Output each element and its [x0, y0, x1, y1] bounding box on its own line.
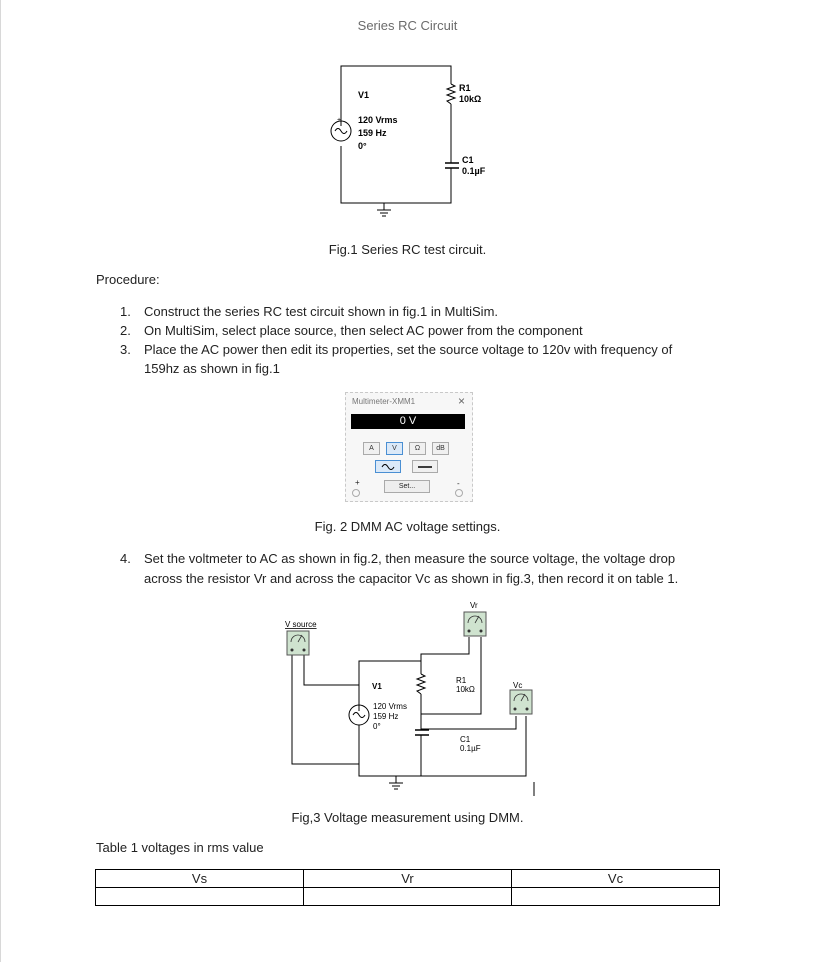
plus-terminal[interactable]: [352, 489, 360, 497]
settings-button[interactable]: Set...: [384, 480, 430, 493]
fig1-capacitor-name: C1: [462, 155, 474, 165]
table-cell-vr[interactable]: [304, 888, 512, 906]
fig3-circuit-diagram: [280, 598, 550, 800]
fig3-source-phase: 0°: [373, 722, 381, 731]
vsource-meter-label: V source: [285, 620, 317, 629]
fig3-source-name: V1: [372, 682, 382, 691]
step-3: [120, 340, 673, 359]
ac-wave-icon: [376, 461, 400, 472]
fig3-source-voltage: 120 Vrms: [373, 702, 407, 711]
fig1-caption: Fig.1 Series RC test circuit.: [328, 242, 487, 257]
ammeter-mode-button[interactable]: A: [363, 442, 380, 455]
step-3-text-line-2: 159hz as shown in fig.1: [144, 361, 280, 376]
fig1-source-voltage: 120 Vrms: [358, 115, 398, 125]
fig1-source-phase: 0°: [358, 141, 367, 151]
step-3-number: 3.: [120, 342, 131, 357]
table-cell-vc[interactable]: [512, 888, 720, 906]
step-4-text-line-2: across the resistor Vr and across the capacitor Vc as shown in fig.3, then record it on table 1.: [144, 571, 679, 586]
fig1-circuit-diagram: [320, 60, 520, 220]
ohmmeter-mode-button[interactable]: Ω: [409, 442, 426, 455]
multimeter-title: Multimeter-XMM1: [352, 397, 416, 406]
fig3-capacitor-name: C1: [460, 735, 471, 744]
fig2-caption: Fig. 2 DMM AC voltage settings.: [314, 519, 501, 534]
fig3-resistor-value: 10kΩ: [456, 685, 475, 694]
fig3-source-frequency: 159 Hz: [373, 712, 399, 721]
fig3-resistor-name: R1: [456, 676, 467, 685]
table-header-vc: Vc: [512, 870, 720, 888]
step-3-text-line-1: Place the AC power then edit its properties, set the source voltage to 120v with frequency of: [144, 342, 673, 357]
step-4-number: 4.: [120, 551, 131, 566]
dc-line-icon: [413, 461, 437, 472]
fig1-resistor-name: R1: [459, 83, 471, 93]
plus-terminal-label: +: [355, 478, 360, 487]
fig1-resistor-zigzag: [447, 84, 455, 104]
svg-text:+: +: [337, 117, 342, 124]
step-1: [120, 302, 499, 321]
vsource-meter-icon: [287, 631, 309, 655]
step-1-text: Construct the series RC test circuit shown in fig.1 in MultiSim.: [144, 304, 499, 319]
voltmeter-mode-button[interactable]: V: [386, 442, 403, 455]
table-header-row: [96, 870, 720, 888]
step-3-continued: [144, 359, 280, 378]
step-4-continued: [144, 569, 678, 588]
minus-terminal-label: -: [457, 479, 460, 488]
step-4: [120, 549, 676, 568]
vc-meter-icon: [510, 690, 532, 714]
step-1-number: 1.: [120, 304, 131, 319]
dc-mode-button[interactable]: [412, 460, 438, 473]
fig1-source-frequency: 159 Hz: [358, 128, 387, 138]
multimeter-display: 0 V: [351, 414, 465, 429]
fig1-capacitor-value: 0.1µF: [462, 166, 486, 176]
document-title: Series RC Circuit: [357, 18, 458, 33]
minus-terminal[interactable]: [455, 489, 463, 497]
step-2-text: On MultiSim, select place source, then select AC power from the component: [144, 323, 583, 338]
close-icon[interactable]: ×: [457, 394, 465, 408]
vr-meter-label: Vr: [470, 601, 478, 610]
step-4-text-line-1: Set the voltmeter to AC as shown in fig.2, then measure the source voltage, the voltage drop: [144, 551, 676, 566]
multimeter-panel: [345, 392, 473, 502]
fig3-resistor-zigzag: [417, 674, 425, 694]
voltage-table: [95, 869, 720, 906]
table-header-vr: Vr: [304, 870, 512, 888]
fig1-resistor-value: 10kΩ: [459, 94, 482, 104]
step-2: [120, 321, 583, 340]
vr-meter-icon: [464, 612, 486, 636]
fig3-capacitor-value: 0.1µF: [460, 744, 481, 753]
vc-meter-label: Vc: [513, 681, 523, 690]
table-caption: Table 1 voltages in rms value: [96, 840, 264, 855]
step-2-number: 2.: [120, 323, 131, 338]
decibel-mode-button[interactable]: dB: [432, 442, 449, 455]
fig3-caption: Fig,3 Voltage measurement using DMM.: [291, 810, 524, 825]
fig1-source-name: V1: [358, 90, 370, 100]
ac-mode-button[interactable]: [375, 460, 401, 473]
procedure-heading: Procedure:: [96, 272, 160, 287]
table-header-vs: Vs: [96, 870, 304, 888]
table-cell-vs[interactable]: [96, 888, 304, 906]
table-row: [96, 888, 720, 906]
